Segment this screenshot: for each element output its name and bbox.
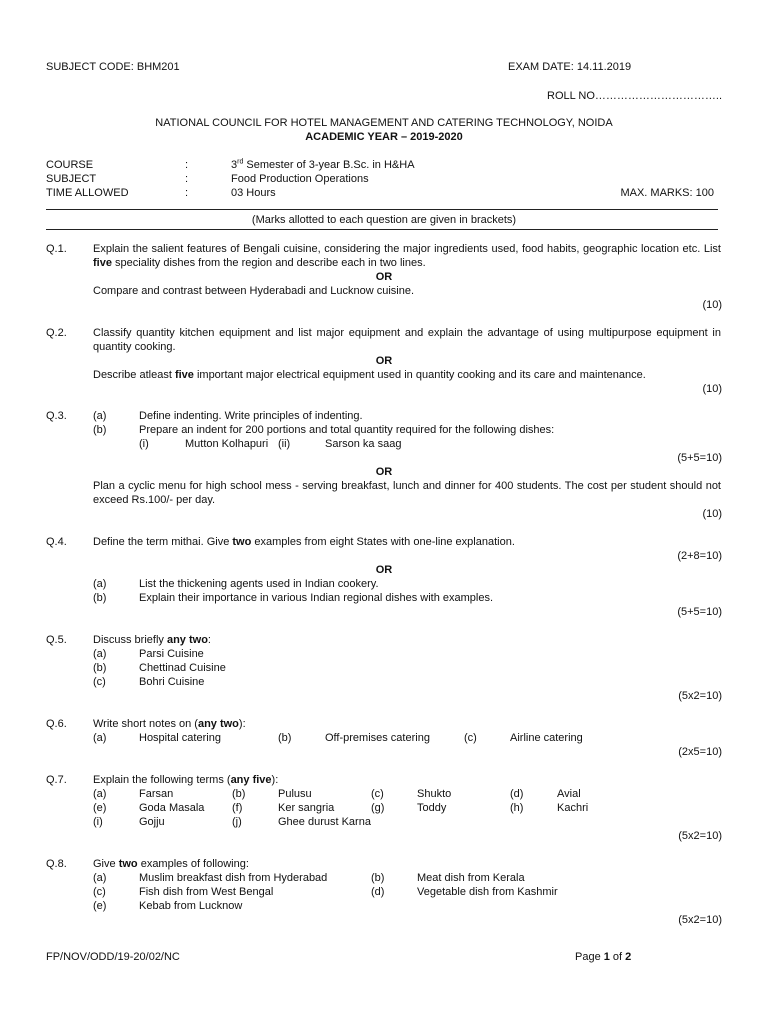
max-marks: MAX. MARKS: 100 bbox=[620, 187, 714, 199]
item-label: (f) bbox=[232, 802, 243, 814]
question-text: Classify quantity kitchen equipment and list major equipment and explain the advantage of using multipurpose equipment in quantity cooking. bbox=[93, 327, 721, 353]
marks: (5x2=10) bbox=[678, 830, 722, 842]
item-label: (b) bbox=[278, 732, 292, 744]
question-text: Explain their importance in various Indian regional dishes with examples. bbox=[139, 592, 494, 604]
course-label: COURSE bbox=[46, 159, 94, 171]
item-label: (c) bbox=[371, 788, 384, 800]
item-label: (c) bbox=[93, 886, 106, 898]
question-number: Q.5. bbox=[46, 634, 67, 646]
or-separator: OR bbox=[375, 466, 393, 478]
list-item: Muslim breakfast dish from Hyderabad bbox=[139, 872, 328, 884]
term: Kachri bbox=[557, 802, 589, 814]
exam-date: EXAM DATE: 14.11.2019 bbox=[508, 61, 632, 73]
marks: (5+5=10) bbox=[677, 452, 722, 464]
term: Shukto bbox=[417, 788, 452, 800]
question-text: Give two examples of following: bbox=[93, 858, 249, 870]
marks: (5x2=10) bbox=[678, 690, 722, 702]
item-label: (a) bbox=[93, 788, 107, 800]
term: Toddy bbox=[417, 802, 447, 814]
question-text: Define the term mithai. Give two examples from eight States with one-line explanation. bbox=[93, 536, 515, 548]
academic-year: ACADEMIC YEAR – 2019-2020 bbox=[305, 131, 463, 143]
item-label: (a) bbox=[93, 648, 107, 660]
list-item: Kebab from Lucknow bbox=[139, 900, 243, 912]
question-text: Explain the following terms (any five): bbox=[93, 774, 279, 786]
item-label: (i) bbox=[139, 438, 149, 450]
item-label: (b) bbox=[232, 788, 246, 800]
item-label: (g) bbox=[371, 802, 385, 814]
item-label: (e) bbox=[93, 802, 107, 814]
item-label: (e) bbox=[93, 900, 107, 912]
item-label: (i) bbox=[93, 816, 103, 828]
question-text: Discuss briefly any two: bbox=[93, 634, 211, 646]
list-item: Fish dish from West Bengal bbox=[139, 886, 274, 898]
question-text: Prepare an indent for 200 portions and total quantity required for the following dishes: bbox=[139, 424, 555, 436]
question-text: List the thickening agents used in Indian cookery. bbox=[139, 578, 379, 590]
question-text: Describe atleast five important major electrical equipment used in quantity cooking and its care and maintenance. bbox=[93, 369, 646, 381]
subject-label: SUBJECT bbox=[46, 173, 97, 185]
list-item: Off-premises catering bbox=[325, 732, 430, 744]
council-title: NATIONAL COUNCIL FOR HOTEL MANAGEMENT AND CATERING TECHNOLOGY, NOIDA bbox=[155, 117, 613, 129]
colon: : bbox=[185, 173, 189, 185]
dish-name: Mutton Kolhapuri bbox=[185, 438, 269, 450]
marks: (10) bbox=[702, 508, 722, 520]
item-label: (j) bbox=[232, 816, 242, 828]
colon: : bbox=[185, 159, 189, 171]
subject-code: SUBJECT CODE: BHM201 bbox=[46, 61, 180, 73]
question-number: Q.1. bbox=[46, 243, 67, 255]
marks: (2x5=10) bbox=[678, 746, 722, 758]
item-label: (d) bbox=[510, 788, 524, 800]
item-label: (c) bbox=[464, 732, 477, 744]
term: Gojju bbox=[139, 816, 165, 828]
term: Ker sangria bbox=[278, 802, 335, 814]
list-item: Bohri Cuisine bbox=[139, 676, 205, 688]
dish-name: Sarson ka saag bbox=[325, 438, 402, 450]
item-label: (h) bbox=[510, 802, 524, 814]
item-label: (b) bbox=[93, 424, 107, 436]
term: Pulusu bbox=[278, 788, 312, 800]
item-label: (a) bbox=[93, 732, 107, 744]
marks: (2+8=10) bbox=[677, 550, 722, 562]
marks: (10) bbox=[702, 383, 722, 395]
list-item: Parsi Cuisine bbox=[139, 648, 204, 660]
question-number: Q.4. bbox=[46, 536, 67, 548]
item-label: (ii) bbox=[278, 438, 291, 450]
term: Goda Masala bbox=[139, 802, 205, 814]
or-separator: OR bbox=[375, 355, 393, 367]
list-item: Hospital catering bbox=[139, 732, 221, 744]
item-label: (a) bbox=[93, 578, 107, 590]
roll-no: ROLL NO…………………………….. bbox=[547, 90, 722, 102]
marks: (5x2=10) bbox=[678, 914, 722, 926]
list-item: Airline catering bbox=[510, 732, 583, 744]
course-value: 3rd Semester of 3-year B.Sc. in H&HA bbox=[231, 158, 415, 171]
divider bbox=[46, 209, 718, 210]
marks: (10) bbox=[702, 299, 722, 311]
question-number: Q.6. bbox=[46, 718, 67, 730]
question-text: Plan a cyclic menu for high school mess - serving breakfast, lunch and dinner for 400 students. The cost per student should not exceed Rs.100/- per day. bbox=[93, 480, 721, 506]
or-separator: OR bbox=[375, 564, 393, 576]
question-number: Q.2. bbox=[46, 327, 67, 339]
page-number: Page 1 of 2 bbox=[575, 951, 632, 963]
list-item: Meat dish from Kerala bbox=[417, 872, 525, 884]
question-text: Compare and contrast between Hyderabadi and Lucknow cuisine. bbox=[93, 285, 415, 297]
marks-note: (Marks allotted to each question are given in brackets) bbox=[251, 214, 517, 226]
item-label: (b) bbox=[371, 872, 385, 884]
subject-value: Food Production Operations bbox=[231, 173, 369, 185]
marks: (5+5=10) bbox=[677, 606, 722, 618]
term: Ghee durust Karna bbox=[278, 816, 371, 828]
term: Farsan bbox=[139, 788, 174, 800]
or-separator: OR bbox=[375, 271, 393, 283]
question-text: Explain the salient features of Bengali cuisine, considering the major ingredients used, food habits, geographic location etc. List five speciality dishes from the region and describe each in two lines. bbox=[93, 243, 721, 269]
item-label: (a) bbox=[93, 872, 107, 884]
divider bbox=[46, 229, 718, 230]
time-label: TIME ALLOWED bbox=[46, 187, 129, 199]
question-number: Q.8. bbox=[46, 858, 67, 870]
question-text: Define indenting. Write principles of indenting. bbox=[139, 410, 363, 422]
term: Avial bbox=[557, 788, 581, 800]
question-number: Q.3. bbox=[46, 410, 67, 422]
item-label: (d) bbox=[371, 886, 385, 898]
colon: : bbox=[185, 187, 189, 199]
footer-code: FP/NOV/ODD/19-20/02/NC bbox=[46, 951, 180, 963]
time-value: 03 Hours bbox=[231, 187, 276, 199]
item-label: (b) bbox=[93, 662, 107, 674]
question-number: Q.7. bbox=[46, 774, 67, 786]
question-text: Write short notes on (any two): bbox=[93, 718, 246, 730]
item-label: (c) bbox=[93, 676, 106, 688]
item-label: (b) bbox=[93, 592, 107, 604]
list-item: Chettinad Cuisine bbox=[139, 662, 226, 674]
item-label: (a) bbox=[93, 410, 107, 422]
list-item: Vegetable dish from Kashmir bbox=[417, 886, 558, 898]
